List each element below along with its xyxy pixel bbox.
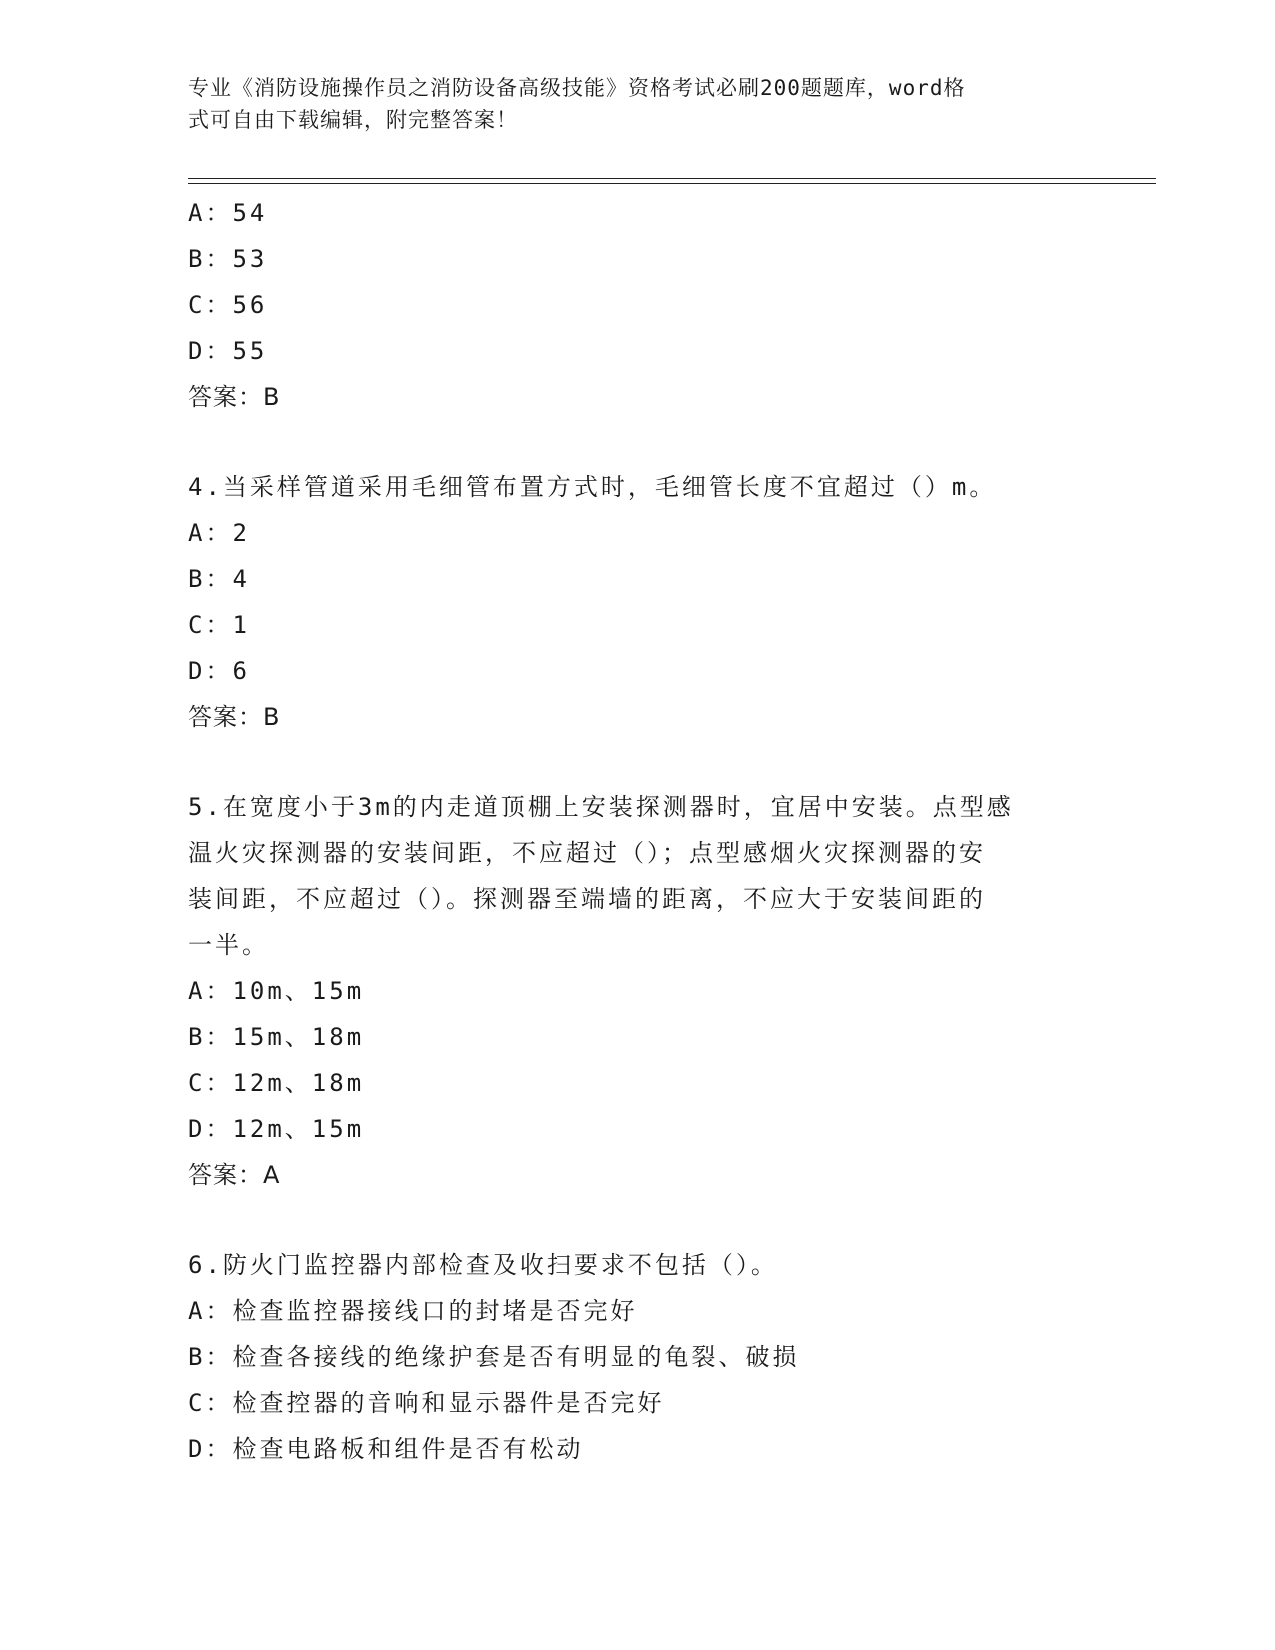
header-title-line-2: 式可自由下载编辑，附完整答案！: [188, 108, 518, 132]
q5-answer: 答案：A: [188, 1161, 281, 1189]
question-6-block: [188, 1242, 1088, 1472]
q6-option-a: A：检查监控器接线口的封堵是否完好: [188, 1297, 638, 1325]
q6-option-d: D：检查电路板和组件是否有松动: [188, 1435, 584, 1463]
q6-option-c: C：检查控器的音响和显示器件是否完好: [188, 1389, 665, 1417]
q5-option-a: A：10m、15m: [188, 977, 365, 1005]
q5-option-c: C：12m、18m: [188, 1069, 365, 1097]
header-divider-top: [188, 178, 1156, 179]
q3-option-a: A：54: [188, 199, 268, 227]
spacer: [188, 420, 1088, 464]
q4-option-a: A：2: [188, 519, 250, 547]
q6-stem: 6.防火门监控器内部检查及收扫要求不包括（）。: [188, 1251, 778, 1279]
q4-option-b: B：4: [188, 565, 250, 593]
q5-option-b: B：15m、18m: [188, 1023, 365, 1051]
question-3-block: [188, 190, 1088, 420]
q5-stem-line-4: 一半。: [188, 931, 269, 959]
question-content: [188, 190, 1088, 1472]
q3-answer: 答案：B: [188, 383, 281, 411]
spacer: [188, 740, 1088, 784]
q5-stem-line-3: 装间距，不应超过（）。探测器至端墙的距离，不应大于安装间距的: [188, 885, 986, 913]
question-4-block: [188, 464, 1088, 740]
q5-stem-line-1: 5.在宽度小于3m的内走道顶棚上安装探测器时，宜居中安装。点型感: [188, 793, 1014, 821]
q4-option-c: C：1: [188, 611, 250, 639]
q4-answer: 答案：B: [188, 703, 281, 731]
q3-option-c: C：56: [188, 291, 268, 319]
q5-option-d: D：12m、15m: [188, 1115, 365, 1143]
header-title-line-1: 专业《消防设施操作员之消防设备高级技能》资格考试必刷200题题库，word格: [188, 76, 966, 100]
q4-stem: 4.当采样管道采用毛细管布置方式时，毛细管长度不宜超过（）m。: [188, 473, 997, 501]
header-divider-bottom: [188, 183, 1156, 184]
spacer: [188, 1198, 1088, 1242]
q3-option-b: B：53: [188, 245, 268, 273]
question-5-block: [188, 784, 1088, 1198]
q3-option-d: D：55: [188, 337, 268, 365]
page-header: [188, 72, 1068, 136]
q5-stem-line-2: 温火灾探测器的安装间距，不应超过（）；点型感烟火灾探测器的安: [188, 839, 986, 867]
q6-option-b: B：检查各接线的绝缘护套是否有明显的龟裂、破损: [188, 1343, 800, 1371]
q4-option-d: D：6: [188, 657, 250, 685]
